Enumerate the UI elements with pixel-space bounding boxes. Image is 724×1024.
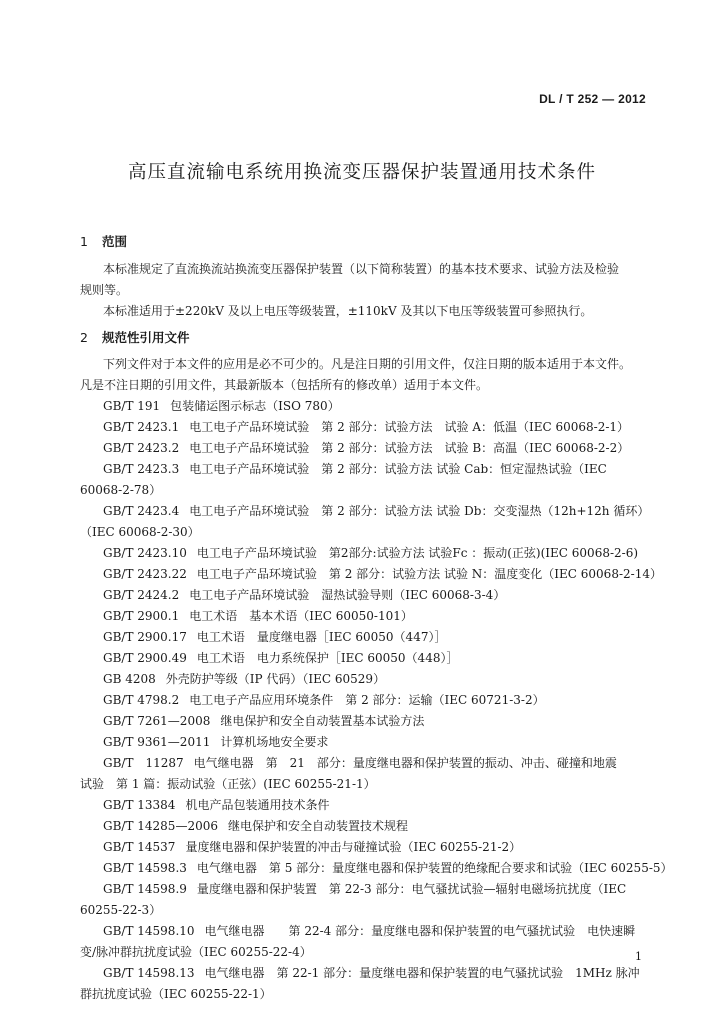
reference-title: 机电产品包装通用技术条件 (185, 798, 330, 812)
reference-title: 电气继电器 第 22-1 部分：量度继电器和保护装置的电气骚扰试验 1MHz 脉冲 (204, 966, 640, 980)
reference-code: GB/T 4798.2 (103, 693, 180, 707)
reference-item (80, 732, 648, 753)
section-heading-scope (80, 232, 127, 250)
reference-item (80, 543, 648, 564)
reference-code: GB/T 2423.4 (103, 504, 180, 518)
reference-item (80, 585, 648, 606)
paragraph-line: 凡是不注日期的引用文件，其最新版本（包括所有的修改单）适用于本文件。 (80, 378, 489, 392)
reference-item (80, 396, 648, 417)
reference-item (80, 837, 648, 858)
reference-code: GB/T 191 (103, 399, 161, 413)
reference-item (80, 438, 648, 459)
reference-code: GB/T 2423.1 (103, 420, 180, 434)
reference-code: GB/T 14598.10 (103, 924, 195, 938)
section-heading-normative-references (80, 328, 190, 346)
reference-title: 计算机场地安全要求 (220, 735, 329, 749)
reference-item (80, 648, 648, 669)
reference-item (80, 627, 648, 648)
reference-title: 继电保护和安全自动装置基本试验方法 (220, 714, 425, 728)
reference-title: 电气继电器 第 22-4 部分：量度继电器和保护装置的电气骚扰试验 电快速瞬 (204, 924, 636, 938)
reference-code: GB/T 2900.1 (103, 609, 180, 623)
references-intro-paragraph (80, 354, 648, 396)
paragraph-line: 本标准适用于±220kV 及以上电压等级装置，±110kV 及其以下电压等级装置可参照执行。 (103, 304, 593, 318)
paragraph-line: 规则等。 (80, 283, 129, 297)
reference-title: 量度继电器和保护装置的冲击与碰撞试验（IEC 60255-21-2） (185, 840, 522, 854)
page-number: 1 (635, 950, 642, 963)
reference-code: GB/T 7261—2008 (103, 714, 211, 728)
reference-title: 电工术语 量度继电器［IEC 60050（447）］ (196, 630, 447, 644)
reference-title: 继电保护和安全自动装置技术规程 (227, 819, 408, 833)
reference-title: 电工电子产品应用环境条件 第 2 部分：运输（IEC 60721-3-2） (189, 693, 545, 707)
reference-title: 电工术语 基本术语（IEC 60050-101） (189, 609, 413, 623)
reference-continuation: 60255-22-3） (80, 903, 162, 917)
reference-code: GB/T 13384 (103, 798, 176, 812)
reference-title: 电工电子产品环境试验 第 2 部分：试验方法 试验 B：高温（IEC 60068-2-2） (189, 441, 630, 455)
reference-item (80, 816, 648, 837)
reference-code: GB/T 14598.13 (103, 966, 195, 980)
reference-continuation: 群抗扰度试验（IEC 60255-22-1） (80, 987, 272, 1001)
reference-title: 量度继电器和保护装置 第 22-3 部分：电气骚扰试验—辐射电磁场抗扰度（IEC (196, 882, 627, 896)
section-title: 范围 (102, 234, 128, 249)
reference-title: 电气继电器 第 5 部分：量度继电器和保护装置的绝缘配合要求和试验（IEC 60255-5） (196, 861, 673, 875)
paragraph-line: 下列文件对于本文件的应用是必不可少的。凡是注日期的引用文件，仅注日期的版本适用于本文件。 (103, 357, 632, 371)
reference-code: GB/T 14285—2006 (103, 819, 218, 833)
reference-item (80, 417, 648, 438)
section-number: 2 (80, 330, 88, 345)
reference-title: 电工电子产品环境试验 湿热试验导则（IEC 60068-3-4） (189, 588, 506, 602)
reference-item (80, 564, 662, 585)
reference-item (80, 795, 648, 816)
reference-title: 电工术语 电力系统保护［IEC 60050（448）］ (196, 651, 459, 665)
reference-code: GB/T 14598.9 (103, 882, 187, 896)
reference-item (80, 858, 673, 879)
standard-code: DL / T 252 — 2012 (539, 92, 646, 106)
reference-code: GB/T 11287 (103, 756, 184, 770)
reference-title: 电工电子产品环境试验 第 2 部分：试验方法 试验 N：温度变化（IEC 60068-2-14） (196, 567, 662, 581)
reference-title: 电工电子产品环境试验 第 2 部分：试验方法 试验 Cab：恒定湿热试验（IEC (189, 462, 607, 476)
reference-code: GB 4208 (103, 672, 156, 686)
section-title: 规范性引用文件 (102, 330, 190, 345)
reference-item (80, 690, 648, 711)
reference-item (80, 669, 648, 690)
reference-title: 电工电子产品环境试验 第 2 部分：试验方法 试验 Db：交变湿热（12h+12h 循环） (189, 504, 650, 518)
reference-code: GB/T 9361—2011 (103, 735, 211, 749)
reference-list (80, 396, 673, 1005)
document-title: 高压直流输电系统用换流变压器保护装置通用技术条件 (127, 162, 596, 183)
reference-continuation: 试验 第 1 篇：振动试验（正弦）(IEC 60255-21-1） (80, 777, 376, 791)
scope-paragraph (80, 259, 648, 322)
reference-code: GB/T 2900.17 (103, 630, 187, 644)
paragraph-line: 本标准规定了直流换流站换流变压器保护装置（以下简称装置）的基本技术要求、试验方法及检验 (103, 262, 620, 276)
reference-title: 外壳防护等级（IP 代码）（IEC 60529） (165, 672, 386, 686)
reference-item (80, 753, 648, 795)
reference-continuation: 60068-2-78） (80, 483, 162, 497)
reference-title: 包装储运图示标志（ISO 780） (170, 399, 340, 413)
reference-code: GB/T 2900.49 (103, 651, 187, 665)
reference-code: GB/T 2423.22 (103, 567, 187, 581)
reference-continuation: 变/脉冲群抗扰度试验（IEC 60255-22-4） (80, 945, 312, 959)
reference-title: 电气继电器 第 21 部分：量度继电器和保护装置的振动、冲击、碰撞和地震 (193, 756, 617, 770)
reference-title: 电工电子产品环境试验 第2部分:试验方法 试验Fc ：振动(正弦)(IEC 60068-2-6) (196, 546, 639, 560)
reference-item (80, 879, 648, 921)
reference-item (80, 711, 648, 732)
reference-item (80, 921, 648, 963)
reference-continuation: （IEC 60068-2-30） (80, 525, 200, 539)
reference-item (80, 963, 648, 1005)
reference-item (80, 606, 648, 627)
reference-code: GB/T 14598.3 (103, 861, 187, 875)
section-number: 1 (80, 234, 88, 249)
reference-code: GB/T 14537 (103, 840, 176, 854)
reference-item (80, 501, 648, 543)
reference-code: GB/T 2423.10 (103, 546, 187, 560)
reference-item (80, 459, 648, 501)
reference-code: GB/T 2423.2 (103, 441, 180, 455)
reference-code: GB/T 2424.2 (103, 588, 180, 602)
reference-code: GB/T 2423.3 (103, 462, 180, 476)
reference-title: 电工电子产品环境试验 第 2 部分：试验方法 试验 A：低温（IEC 60068-2-1） (189, 420, 630, 434)
